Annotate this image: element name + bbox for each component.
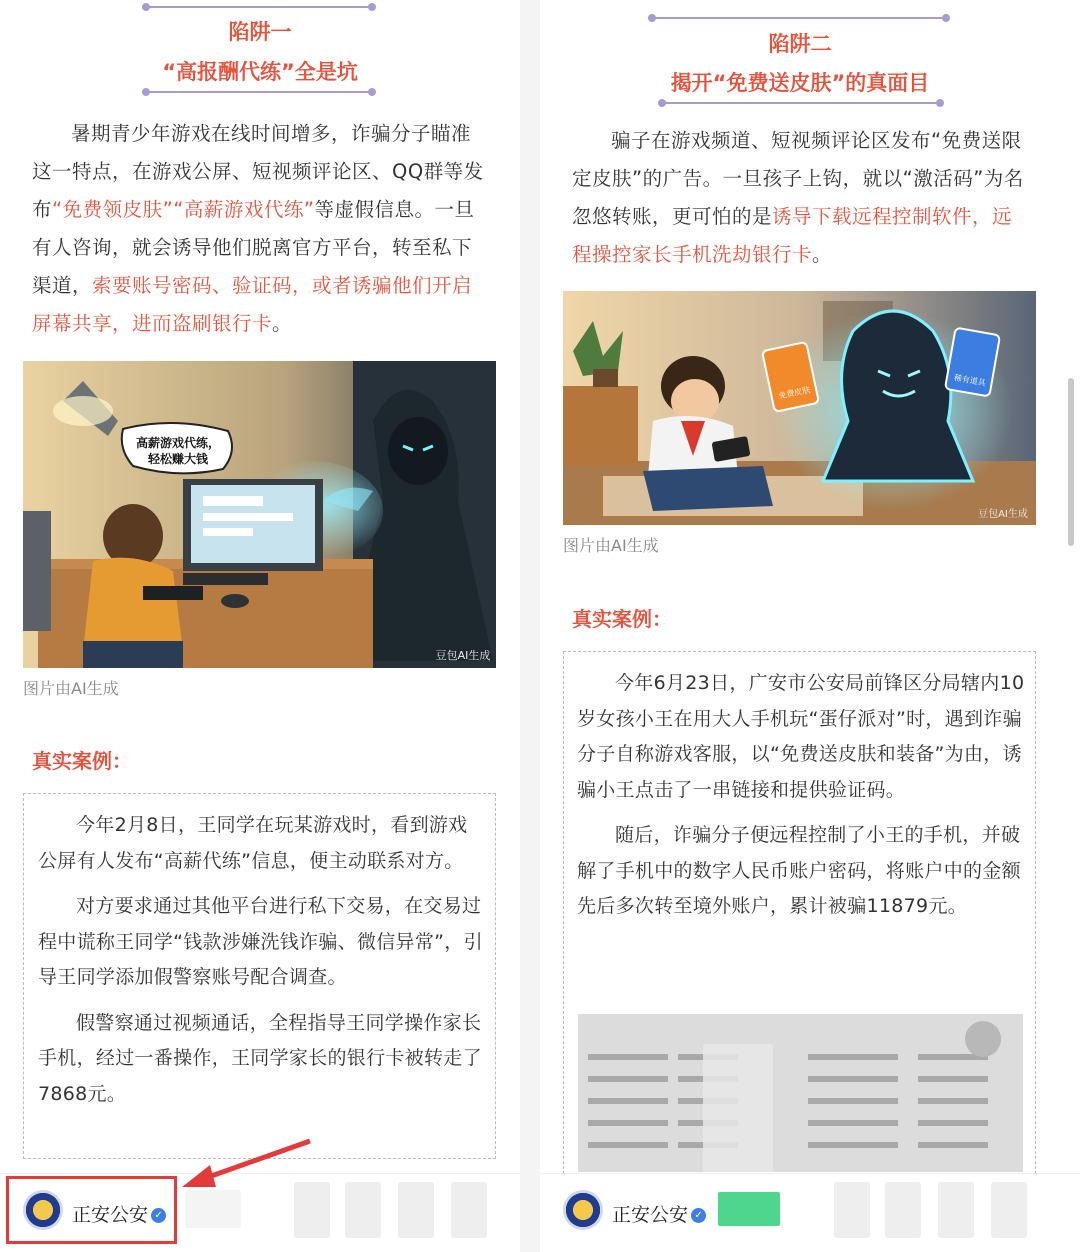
highlight-text: 索要账号密码、验证码，或者诱骗他们开启屏幕共享，进而盗刷银行卡	[32, 274, 473, 335]
account-footer	[540, 1173, 1080, 1252]
police-badge-avatar[interactable]	[23, 1190, 63, 1230]
verified-icon: ✓	[151, 1208, 166, 1223]
case-text	[577, 666, 1025, 935]
scam-illustration-1	[23, 361, 496, 668]
body-text: 等虚假信息。一旦有人咨询，就会诱导他们脱离官方平台，转至私下渠道，	[32, 198, 475, 297]
image-caption: 图片由AI生成	[23, 679, 119, 698]
action-button-3[interactable]	[398, 1182, 434, 1238]
case-box	[23, 793, 496, 1159]
case-paragraph: 对方要求通过其他平台进行私下交易，在交易过程中谎称王同学“钱款涉嫌洗钱诈骗、微信异常”，引导王同学添加假警察账号配合调查。	[38, 895, 483, 988]
follow-button[interactable]	[718, 1192, 780, 1226]
speech-bubble-line1: 高薪游戏代练，	[135, 436, 221, 450]
body-text: 暑期青少年游戏在线时间增多，诈骗分子瞄准这一特点，在游戏公屏、短视频评论区、QQ群等发布	[32, 122, 484, 221]
statement-svg	[578, 1014, 1023, 1172]
police-badge-avatar[interactable]	[563, 1190, 603, 1230]
column-divider	[520, 0, 540, 1252]
heading-top-ornament	[654, 17, 944, 19]
body-text: 。	[812, 243, 833, 266]
heading-bottom-ornament	[148, 91, 370, 93]
verified-icon: ✓	[691, 1208, 706, 1223]
illustration-2-svg	[563, 291, 1036, 525]
ai-watermark: 豆包AI生成	[435, 649, 491, 662]
speech-bubble-line2: 轻松赚大钱	[147, 452, 209, 466]
trap1-heading-line2: “高报酬代练”全是坑	[162, 60, 358, 84]
card-label-2: 稀有道具	[953, 373, 987, 388]
illustration-1-svg	[23, 361, 496, 668]
trap2-heading-line2: 揭开“免费送皮肤”的真面目	[670, 71, 930, 95]
account-name-text: 正安公安	[612, 1204, 689, 1226]
body-text: 骗子在游戏频道、短视频评论区发布“免费送限定皮肤”的广告。一旦孩子上钩，就以“激活码”为名忽悠转账，更可怕的是	[572, 129, 1024, 228]
heading-bottom-ornament	[664, 102, 938, 104]
action-button-4[interactable]	[451, 1182, 487, 1238]
image-caption: 图片由AI生成	[563, 536, 659, 555]
case-text	[38, 808, 484, 1122]
follow-button[interactable]	[185, 1190, 241, 1228]
ai-watermark: 豆包AI生成	[978, 509, 1028, 520]
trap2-intro-paragraph	[572, 122, 1028, 274]
body-text: 。	[272, 312, 293, 335]
case-title: 真实案例：	[572, 607, 672, 631]
highlight-text: “免费领皮肤”“高薪游戏代练”	[52, 198, 315, 221]
left-article-panel	[0, 0, 520, 1252]
account-name[interactable]	[612, 1200, 706, 1227]
action-button-2[interactable]	[345, 1182, 381, 1238]
case-box	[563, 651, 1036, 1174]
scam-illustration-2	[563, 291, 1036, 525]
trap2-heading-line1: 陷阱二	[768, 32, 832, 56]
case-paragraph: 假警察通过视频通话，全程指导王同学操作家长手机，经过一番操作，王同学家长的银行卡被转走了7868元。	[38, 1011, 482, 1105]
case-paragraph: 今年6月23日，广安市公安局前锋区分局辖内10岁女孩小王在用大人手机玩“蛋仔派对”时，遇到诈骗分子自称游戏客服，以“免费送皮肤和装备”为由，诱骗小王点击了一串链接和提供验证码。	[577, 672, 1025, 801]
action-button-2[interactable]	[885, 1182, 921, 1238]
action-button-4[interactable]	[991, 1182, 1027, 1238]
card-label-1: 免费皮肤	[777, 385, 811, 401]
case-title: 真实案例：	[32, 749, 132, 773]
case-paragraph: 今年2月8日，王同学在玩某游戏时，看到游戏公屏有人发布“高薪代练”信息，便主动联系对方。	[38, 814, 468, 872]
trap1-heading-line1: 陷阱一	[228, 20, 292, 44]
scrollbar-thumb[interactable]	[1068, 378, 1074, 546]
highlight-text: 诱导下载远程控制软件，远程操控家长手机洗劫银行卡	[572, 205, 1013, 266]
action-button-3[interactable]	[938, 1182, 974, 1238]
account-name-text: 正安公安	[72, 1204, 149, 1226]
heading-top-ornament	[148, 6, 370, 8]
bank-statement-photo	[578, 1014, 1023, 1172]
account-name[interactable]	[72, 1200, 166, 1227]
right-article-panel	[540, 0, 1080, 1252]
arrow-icon	[170, 1135, 320, 1195]
trap1-intro-paragraph	[32, 115, 488, 343]
case-paragraph: 随后，诈骗分子便远程控制了小王的手机，并破解了手机中的数字人民币账户密码，将账户中的金额先后多次转至境外账户，累计被骗11879元。	[577, 824, 1021, 917]
action-button-1[interactable]	[834, 1182, 870, 1238]
